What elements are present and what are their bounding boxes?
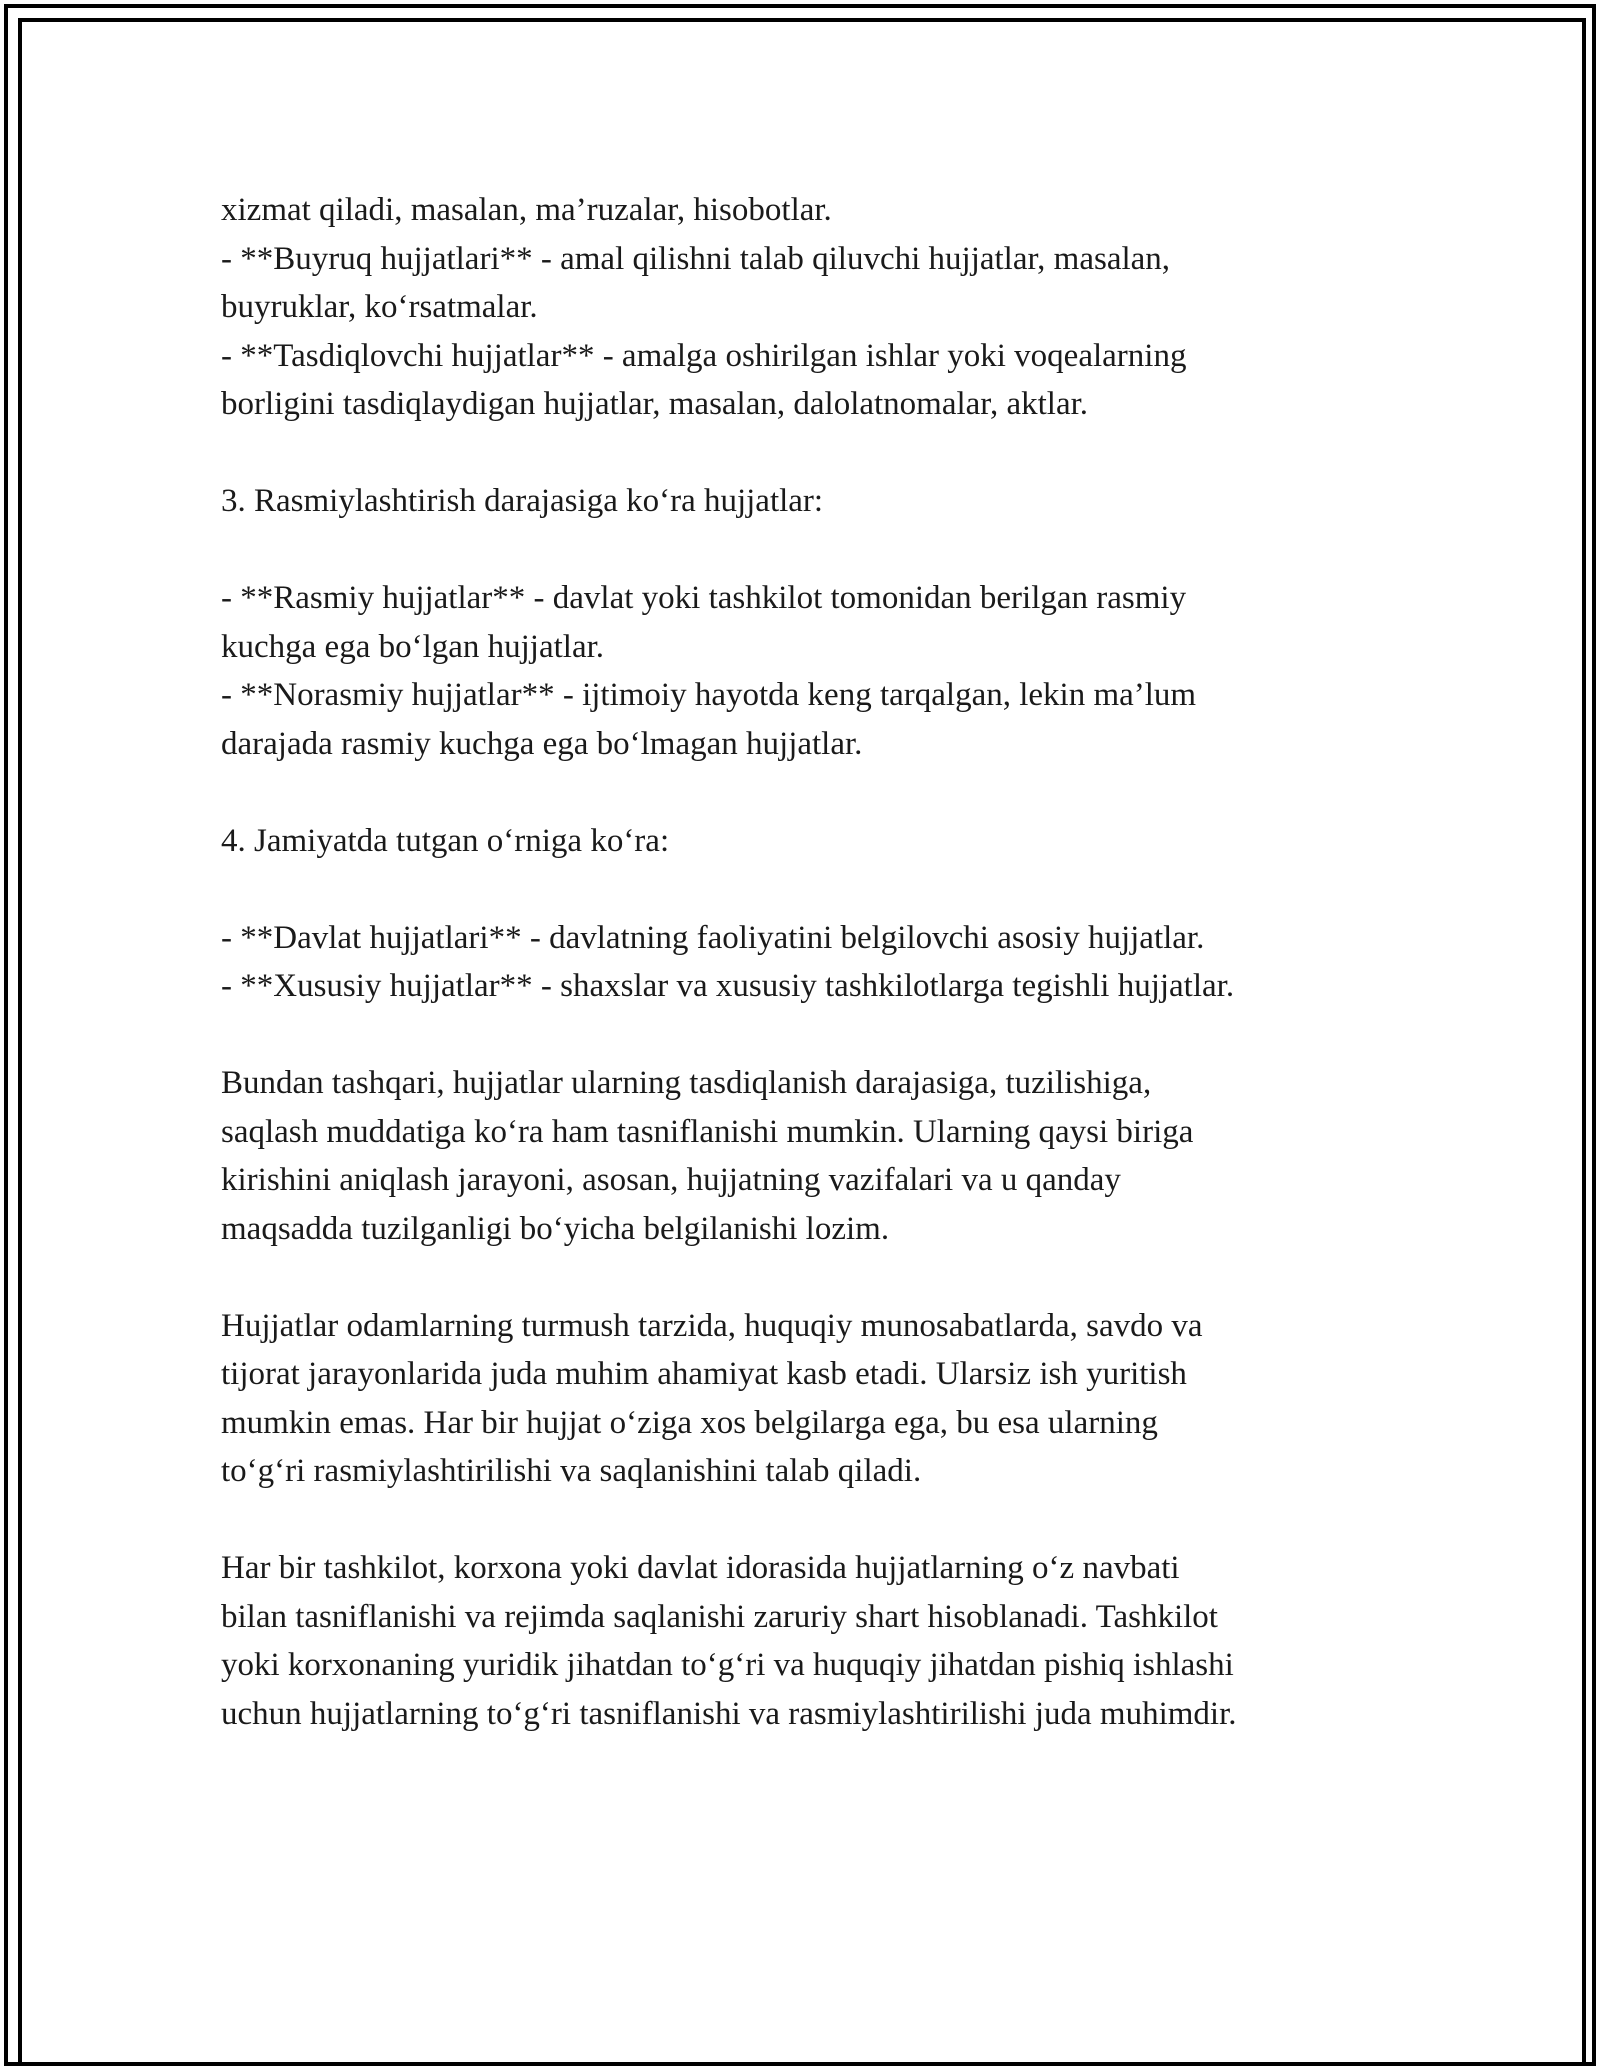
paragraph-gap xyxy=(221,429,1381,478)
document-body xyxy=(221,186,1381,1738)
text-line: - **Davlat hujjatlari** - davlatning faoliyatini belgilovchi asosiy hujjatlar. xyxy=(221,919,1205,956)
text-line: - **Tasdiqlovchi hujjatlar** - amalga oshirilgan ishlar yoki voqealarning xyxy=(221,337,1187,374)
paragraph-gap xyxy=(221,1011,1381,1060)
text-line: buyruklar, ko‘rsatmalar. xyxy=(221,289,538,325)
text-line: mumkin emas. Har bir hujjat o‘ziga xos belgilarga ega, bu esa ularning xyxy=(221,1404,1158,1441)
section-heading: 3. Rasmiylashtirish darajasiga ko‘ra hujjatlar: xyxy=(221,483,824,519)
paragraph-gap xyxy=(221,1253,1381,1302)
text-line: - **Buyruq hujjatlari** - amal qilishni talab qiluvchi hujjatlar, masalan, xyxy=(221,240,1171,277)
paragraph-gap xyxy=(221,768,1381,817)
text-line: - **Rasmiy hujjatlar** - davlat yoki tashkilot tomonidan berilgan rasmiy xyxy=(221,580,1187,616)
text-line: Hujjatlar odamlarning turmush tarzida, huquqiy munosabatlarda, savdo va xyxy=(221,1307,1203,1344)
text-line: maqsadda tuzilganligi bo‘yicha belgilanishi lozim. xyxy=(221,1210,890,1247)
text-line: kirishini aniqlash jarayoni, asosan, hujjatning vazifalari va u qanday xyxy=(221,1162,1121,1198)
text-line: yoki korxonaning yuridik jihatdan to‘g‘ri va huquqiy jihatdan pishiq ishlashi xyxy=(221,1647,1234,1683)
text-line: bilan tasniflanishi va rejimda saqlanishi zaruriy shart hisoblanadi. Tashkilot xyxy=(221,1598,1218,1635)
text-line: Bundan tashqari, hujjatlar ularning tasdiqlanish darajasiga, tuzilishiga, xyxy=(221,1065,1152,1101)
section-heading: 4. Jamiyatda tutgan o‘rniga ko‘ra: xyxy=(221,822,670,859)
text-line: - **Xususiy hujjatlar** - shaxslar va xususiy tashkilotlarga tegishli hujjatlar. xyxy=(221,968,1235,1004)
text-line: xizmat qiladi, masalan, ma’ruzalar, hisobotlar. xyxy=(221,192,832,228)
text-line: uchun hujjatlarning to‘g‘ri tasniflanishi va rasmiylashtirilishi juda muhimdir. xyxy=(221,1695,1237,1732)
text-line: saqlash muddatiga ko‘ra ham tasniflanishi mumkin. Ularning qaysi biriga xyxy=(221,1113,1194,1150)
paragraph-gap xyxy=(221,526,1381,575)
text-line: tijorat jarayonlarida juda muhim ahamiyat kasb etadi. Ularsiz ish yuritish xyxy=(221,1356,1187,1392)
paragraph-gap xyxy=(221,865,1381,914)
text-line: to‘g‘ri rasmiylashtirilishi va saqlanishini talab qiladi. xyxy=(221,1453,922,1489)
paragraph-gap xyxy=(221,1496,1381,1545)
text-line: Har bir tashkilot, korxona yoki davlat idorasida hujjatlarning o‘z navbati xyxy=(221,1550,1180,1586)
text-line: darajada rasmiy kuchga ega bo‘lmagan hujjatlar. xyxy=(221,725,863,762)
text-line: kuchga ega bo‘lgan hujjatlar. xyxy=(221,628,605,665)
text-line: - **Norasmiy hujjatlar** - ijtimoiy hayotda keng tarqalgan, lekin ma’lum xyxy=(221,677,1197,713)
text-line: borligini tasdiqlaydigan hujjatlar, masalan, dalolatnomalar, aktlar. xyxy=(221,386,1089,422)
